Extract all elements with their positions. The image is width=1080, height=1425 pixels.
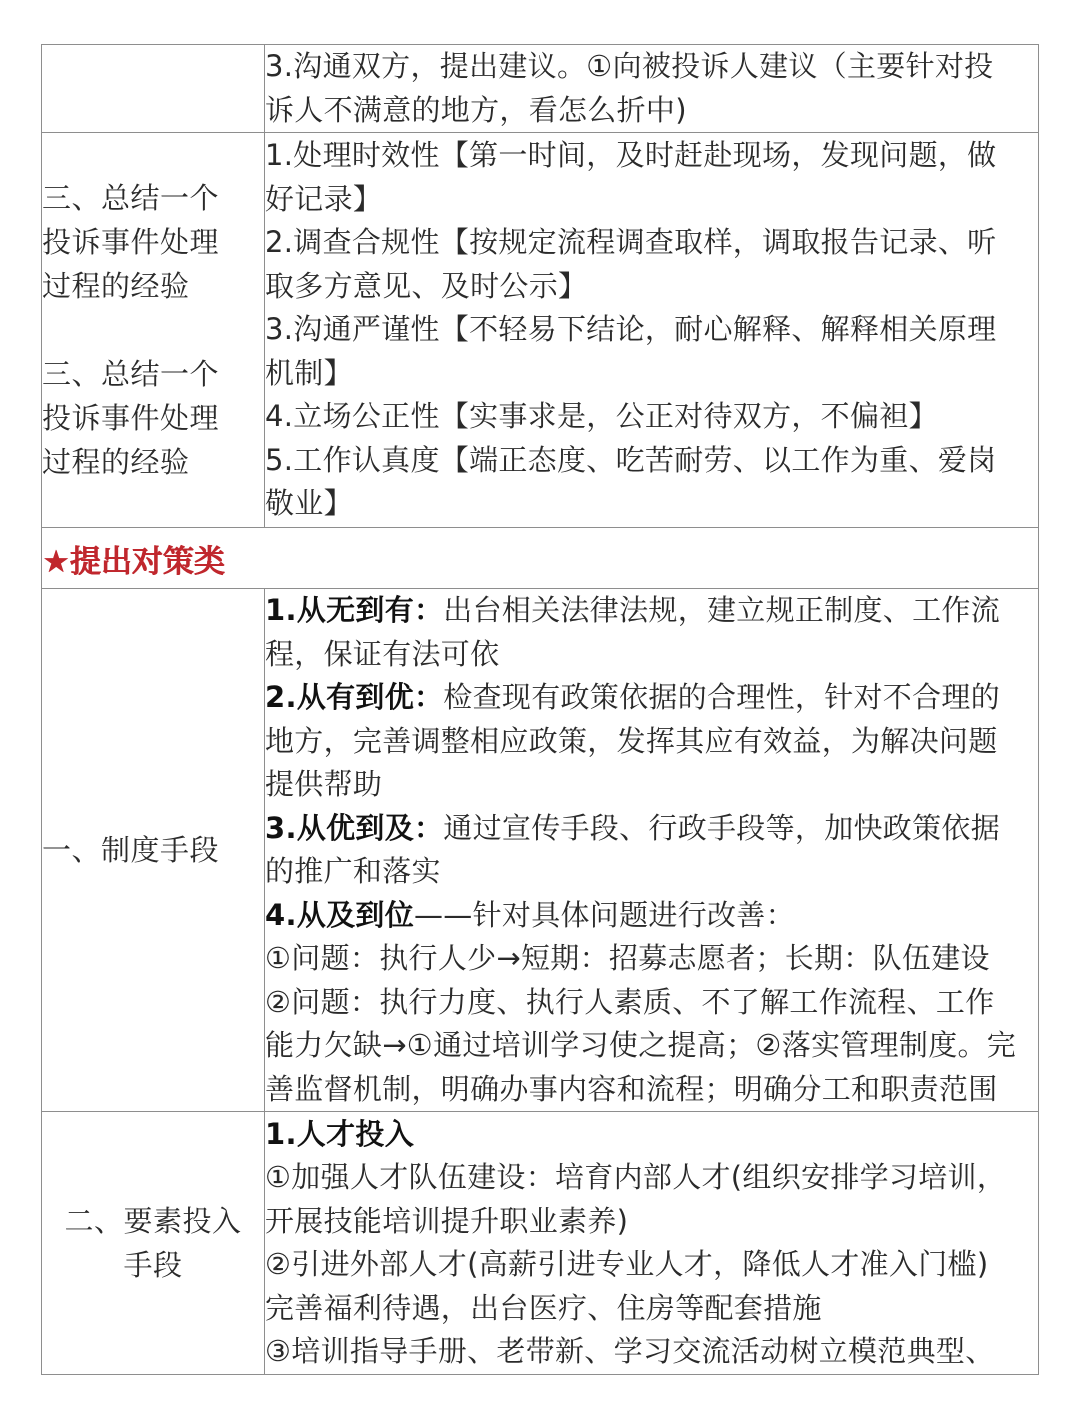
content-line: 开展技能培训提升职业素养) [265,1203,629,1238]
row-label-institution: 一、制度手段 [42,589,265,1112]
label-spacer [42,308,264,352]
label-line: 三、总结一个 [42,357,220,391]
content-line: 的推广和落实 [265,854,441,888]
item-text: 出台相关法律法规，建立规正制度、工作流 [443,593,1000,627]
content-line: 地方，完善调整相应政策，发挥其应有效益，为解决问题 [265,723,998,758]
item-text: ——针对具体问题进行改善： [414,897,795,932]
content-line: 5.工作认真度【端正态度、吃苦耐劳、以工作为重、爱岗 [265,442,997,477]
row-content [265,45,1039,133]
content-line: 能力欠缺→①通过培训学习使之提高；②落实管理制度。完 [265,1028,1017,1062]
row-label-elements [42,1112,265,1375]
content-line: ①问题：执行人少→短期：招募志愿者；长期：队伍建设 [265,941,990,975]
content-line: 取多方意见、及时公示】 [265,268,588,303]
section-title [42,528,1039,589]
label-line: 手段 [123,1248,183,1282]
table-row [42,133,1039,528]
content-line [265,676,1038,720]
item-heading: 1.人才投入 [265,1116,414,1151]
table-row [42,45,1039,133]
content-line: 诉人不满意的地方，看怎么折中) [265,92,687,127]
label-line: 投诉事件处理 [42,225,220,259]
content-line: ①加强人才队伍建设：培育内部人才(组织安排学习培训， [265,1160,1007,1194]
content-line [265,894,1038,938]
section-title-text: 提出对策类 [69,543,225,580]
content-line: 善监督机制，明确办事内容和流程；明确分工和职责范围 [265,1071,998,1106]
row-content [265,589,1039,1112]
table-row [42,589,1039,1112]
content-line: 敬业】 [265,486,353,521]
content-line: 3.沟通严谨性【不轻易下结论，耐心解释、解释相关原理 [265,312,997,347]
content-line: 1.处理时效性【第一时间，及时赶赴现场，发现问题，做 [265,138,997,173]
row-label-summary [42,133,265,528]
content-line: 程，保证有法可依 [265,636,500,671]
content-line: 2.调查合规性【按规定流程调查取样，调取报告记录、听 [265,225,997,260]
item-heading: 3.从优到及： [265,810,444,845]
section-header-row [42,528,1039,589]
label-line: 投诉事件处理 [42,401,220,435]
content-line: 完善福利待遇，出台医疗、住房等配套措施 [265,1290,822,1325]
content-line: ③培训指导手册、老带新、学习交流活动树立模范典型、 [265,1334,995,1368]
label-line: 三、总结一个 [42,181,220,215]
table-row [42,1112,1039,1375]
content-table [41,44,1039,1375]
content-line: 机制】 [265,355,353,390]
row-content [265,133,1039,528]
content-line: 4.立场公正性【实事求是，公正对待双方，不偏袒】 [265,399,938,434]
content-line: ②问题：执行力度、执行人素质、不了解工作流程、工作 [265,984,995,1019]
content-line: 3.沟通双方，提出建议。①向被投诉人建议（主要针对投 [265,49,994,83]
label-line: 过程的经验 [42,445,190,479]
content-line: 好记录】 [265,181,383,216]
content-line: 提供帮助 [265,767,383,801]
label-line: 二、要素投入 [64,1204,242,1238]
item-heading: 2.从有到优： [265,680,444,714]
item-heading: 1.从无到有： [265,593,444,627]
item-heading: 4.从及到位 [265,897,414,932]
star-icon: ★ [42,543,70,580]
item-text: 检查现有政策依据的合理性，针对不合理的 [443,680,1000,714]
content-line: ②引进外部人才(高薪引进专业人才，降低人才准入门槛) [265,1247,989,1281]
row-label-empty [42,45,265,133]
item-text: 通过宣传手段、行政手段等，加快政策依据 [443,810,1000,845]
label-line: 过程的经验 [42,269,190,303]
content-line [265,589,1038,633]
content-line [265,807,1038,851]
row-content [265,1112,1039,1375]
